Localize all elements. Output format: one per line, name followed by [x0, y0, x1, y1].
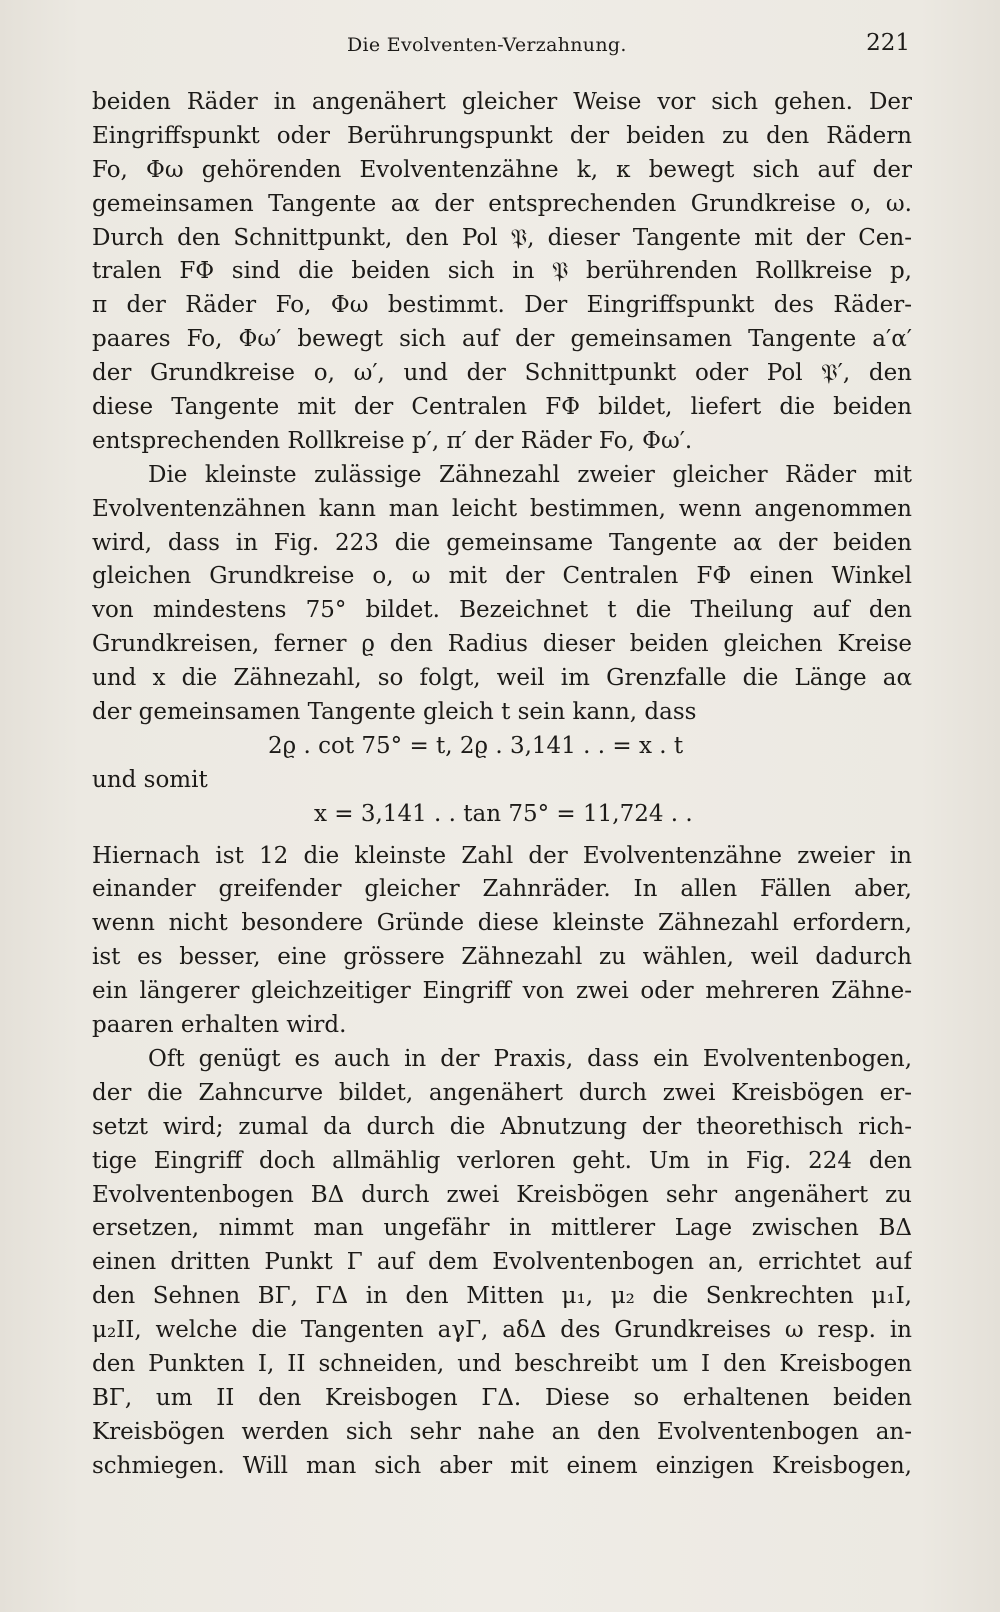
text-line: der Grundkreise o, ω′, und der Schnittpunkt oder Pol 𝔓′, den [92, 360, 912, 387]
text-line: tralen FΦ sind die beiden sich in 𝔓 berührenden Rollkreise p, [92, 258, 912, 285]
paragraph-1 [92, 86, 912, 459]
text-line: Durch den Schnittpunkt, den Pol 𝔓, dieser Tangente mit der Cen- [92, 224, 912, 251]
text-line: der die Zahncurve bildet, angenähert durch zwei Kreisbögen er- [92, 1079, 912, 1106]
text-line: wenn nicht besondere Gründe diese kleinste Zähnezahl erfordern, [92, 910, 912, 937]
text-line: Evolventenzähnen kann man leicht bestimmen, wenn angenommen [92, 495, 912, 522]
text-line: ersetzen, nimmt man ungefähr in mittlerer Lage zwischen ΒΔ [92, 1215, 912, 1242]
spacer [92, 832, 912, 840]
text-line: den Punkten I, II schneiden, und beschreibt um I den Kreisbogen [92, 1350, 912, 1377]
text-line: tige Eingriff doch allmählig verloren geht. Um in Fig. 224 den [92, 1147, 912, 1174]
paragraph-2 [92, 459, 912, 730]
text-line: den Sehnen ΒΓ, ΓΔ in den Mitten μ₁, μ₂ die Senkrechten μ₁I, [92, 1283, 912, 1310]
text-line: Die kleinste zulässige Zähnezahl zweier gleicher Räder mit [148, 461, 912, 488]
text-line: μ₂II, welche die Tangenten aγΓ, aδΔ des Grundkreises ω resp. in [92, 1317, 912, 1344]
text-line: schmiegen. Will man sich aber mit einem einzigen Kreisbogen, [92, 1452, 912, 1479]
text-line: paaren erhalten wird. [92, 1012, 347, 1039]
text-line: setzt wird; zumal da durch die Abnutzung der theorethisch rich- [92, 1113, 912, 1140]
text-line: gemeinsamen Tangente aα der entsprechenden Grundkreise o, ω. [92, 190, 912, 217]
page-number: 221 [866, 30, 910, 56]
text-line: paares Fo, Φω′ bewegt sich auf der gemeinsamen Tangente a′α′ [92, 326, 912, 353]
text-line: Oft genügt es auch in der Praxis, dass ein Evolventenbogen, [148, 1045, 912, 1072]
text-line: ein längerer gleichzeitiger Eingriff von zwei oder mehreren Zähne- [92, 978, 912, 1005]
text-line: der gemeinsamen Tangente gleich t sein kann, dass [92, 699, 697, 726]
text-line: Eingriffspunkt oder Berührungspunkt der beiden zu den Rädern [92, 122, 912, 149]
paragraph-3 [92, 840, 912, 1043]
text-line: und x die Zähnezahl, so folgt, weil im Grenzfalle die Länge aα [92, 665, 912, 692]
text-line: Fo, Φω gehörenden Evolventenzähne k, κ bewegt sich auf der [92, 156, 912, 183]
text-line: π der Räder Fo, Φω bestimmt. Der Eingriffspunkt des Räder- [92, 292, 912, 319]
text-line: Evolventenbogen ΒΔ durch zwei Kreisbögen sehr angenähert zu [92, 1181, 912, 1208]
text-line: Kreisbögen werden sich sehr nahe an den Evolventenbogen an- [92, 1418, 912, 1445]
text-line: von mindestens 75° bildet. Bezeichnet t die Theilung auf den [92, 597, 912, 624]
text-line: beiden Räder in angenähert gleicher Weise vor sich gehen. Der [92, 89, 912, 115]
running-title: Die Evolventen-Verzahnung. [347, 34, 627, 56]
text-line: ΒΓ, um II den Kreisbogen ΓΔ. Diese so erhaltenen beiden [92, 1384, 912, 1411]
formula-tan: x = 3,141 . . tan 75° = 11,724 . . [314, 800, 693, 827]
text-line: Hiernach ist 12 die kleinste Zahl der Evolventenzähne zweier in [92, 842, 912, 869]
text-line: entsprechenden Rollkreise p′, π′ der Räder Fo, Φω′. [92, 427, 693, 454]
formula-cot: 2ϱ . cot 75° = t, 2ϱ . 3,141 . . = x . t [268, 732, 684, 759]
text-line: einander greifender gleicher Zahnräder. In allen Fällen aber, [92, 876, 912, 903]
text-line: gleichen Grundkreise o, ω mit der Centralen FΦ einen Winkel [92, 563, 912, 590]
text-line: diese Tangente mit der Centralen FΦ bildet, liefert die beiden [92, 394, 912, 421]
und-somit: und somit [92, 766, 208, 793]
paragraph-4 [92, 1043, 912, 1484]
text-line: wird, dass in Fig. 223 die gemeinsame Tangente aα der beiden [92, 529, 912, 556]
text-line: ist es besser, eine grössere Zähnezahl zu wählen, weil dadurch [92, 944, 912, 971]
page-body [92, 86, 912, 1484]
text-line: einen dritten Punkt Γ auf dem Evolventenbogen an, errichtet auf [92, 1249, 912, 1276]
text-line: Grundkreisen, ferner ϱ den Radius dieser beiden gleichen Kreise [92, 631, 912, 658]
page-header [92, 30, 910, 70]
